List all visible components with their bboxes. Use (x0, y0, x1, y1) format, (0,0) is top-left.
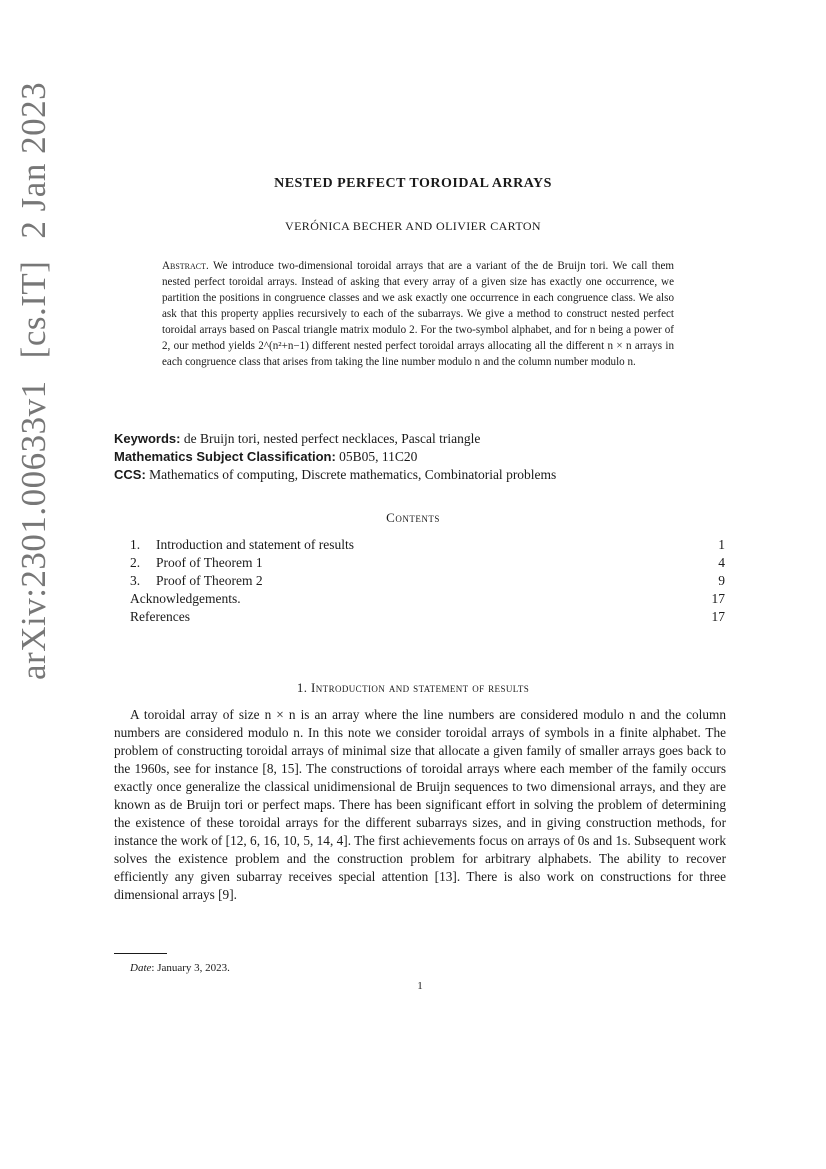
toc-entry[interactable] (130, 572, 725, 590)
keywords-line (114, 430, 714, 448)
section-body (114, 706, 726, 904)
page-number: 1 (417, 980, 423, 992)
arxiv-category: [cs.IT] (14, 260, 53, 359)
toc-entry-label: References (130, 609, 190, 624)
arxiv-stamp (4, 20, 64, 680)
contents-title: Contents (386, 510, 440, 525)
toc-entry-label: Acknowledgements. (130, 591, 241, 606)
toc-entry-label: Proof of Theorem 2 (156, 573, 263, 588)
abstract (162, 258, 674, 370)
msc-label: Mathematics Subject Classification: (114, 449, 336, 464)
ccs-label: CCS: (114, 467, 146, 482)
toc-entry-number: 3. (130, 573, 141, 588)
toc-entry-label: Proof of Theorem 1 (156, 555, 263, 570)
keywords-label: Keywords: (114, 431, 181, 446)
footnote-text: : January 3, 2023. (151, 962, 230, 974)
msc-line (114, 448, 714, 466)
body-paragraph: A toroidal array of size n × n is an array where the line numbers are considered modulo n and the column numbers are considered modulo n. In this note we consider toroidal arrays of symbols in a finite alphabet. The problem of constructing toroidal arrays of minimal size that allocate a given family of smaller arrays goes back to the 1960s, see for instance [8, 15]. The constructions of toroidal arrays where each member of the family occurs exactly once generalize the classical unidimensional de Bruijn sequences to two dimensional arrays, and they are known as de Bruijn tori or perfect maps. There has been significant effort in solving the problem of determining the existence of these toroidal arrays for the different subarrays sizes, and in giving construction methods, for instance the work of [12, 6, 16, 10, 5, 14, 4]. The first achievements focus on arrays of 0s and 1s. Subsequent work solves the existence problem and the construction problem for arbitrary alphabets. The ability to recover efficiently any given subarray receives special attention [13]. There is also work on constructions for three dimensional arrays [9]. (114, 707, 726, 902)
paper-title: NESTED PERFECT TOROIDAL ARRAYS (274, 176, 552, 191)
ccs-line (114, 466, 714, 484)
toc-entry-number: 2. (130, 555, 141, 570)
toc-entry-number: 1. (130, 537, 141, 552)
toc-entry[interactable] (130, 590, 725, 608)
paper-authors: VERÓNICA BECHER AND OLIVIER CARTON (285, 219, 541, 233)
section-heading: 1. Introduction and statement of results (296, 680, 530, 695)
abstract-label: Abstract. (162, 260, 209, 272)
toc-entry[interactable] (130, 536, 725, 554)
msc-value: 05B05, 11C20 (339, 449, 418, 464)
arxiv-id: arXiv:2301.00633v1 (14, 380, 53, 680)
footnote (130, 962, 230, 974)
toc-entry-label: Introduction and statement of results (156, 537, 354, 552)
toc-entry-page: 9 (718, 573, 725, 588)
toc-entry-page: 17 (711, 609, 725, 624)
toc-entry-page: 4 (718, 555, 725, 570)
toc-entry[interactable] (130, 554, 725, 572)
toc-entry-page: 1 (718, 537, 725, 552)
ccs-value: Mathematics of computing, Discrete mathematics, Combinatorial problems (149, 467, 557, 482)
keywords-value: de Bruijn tori, nested perfect necklaces, Pascal triangle (183, 431, 481, 446)
toc-entry-page: 17 (711, 591, 725, 606)
arxiv-date: 2 Jan 2023 (14, 81, 53, 239)
paper-meta (114, 430, 714, 484)
table-of-contents (130, 536, 725, 626)
footnote-label: Date (130, 962, 152, 974)
abstract-text: We introduce two-dimensional toroidal arrays that are a variant of the de Bruijn tori. We call them nested perfect toroidal arrays. Instead of asking that every array of a given size has exactly one occurrence, we partition the positions in congruence classes and we ask exactly one occurrence in each congruence class. We also ask that this property applies recursively to each of the subarrays. We give a method to construct nested perfect toroidal arrays based on Pascal triangle matrix modulo 2. For the two-symbol alphabet, and for n being a power of 2, our method yields 2^(n²+n−1) different nested perfect toroidal arrays allocating all the different n × n arrays in each congruence class that arises from taking the line number modulo n and the column number modulo n. (162, 260, 674, 368)
toc-entry[interactable] (130, 608, 725, 626)
footnote-divider (114, 953, 167, 954)
